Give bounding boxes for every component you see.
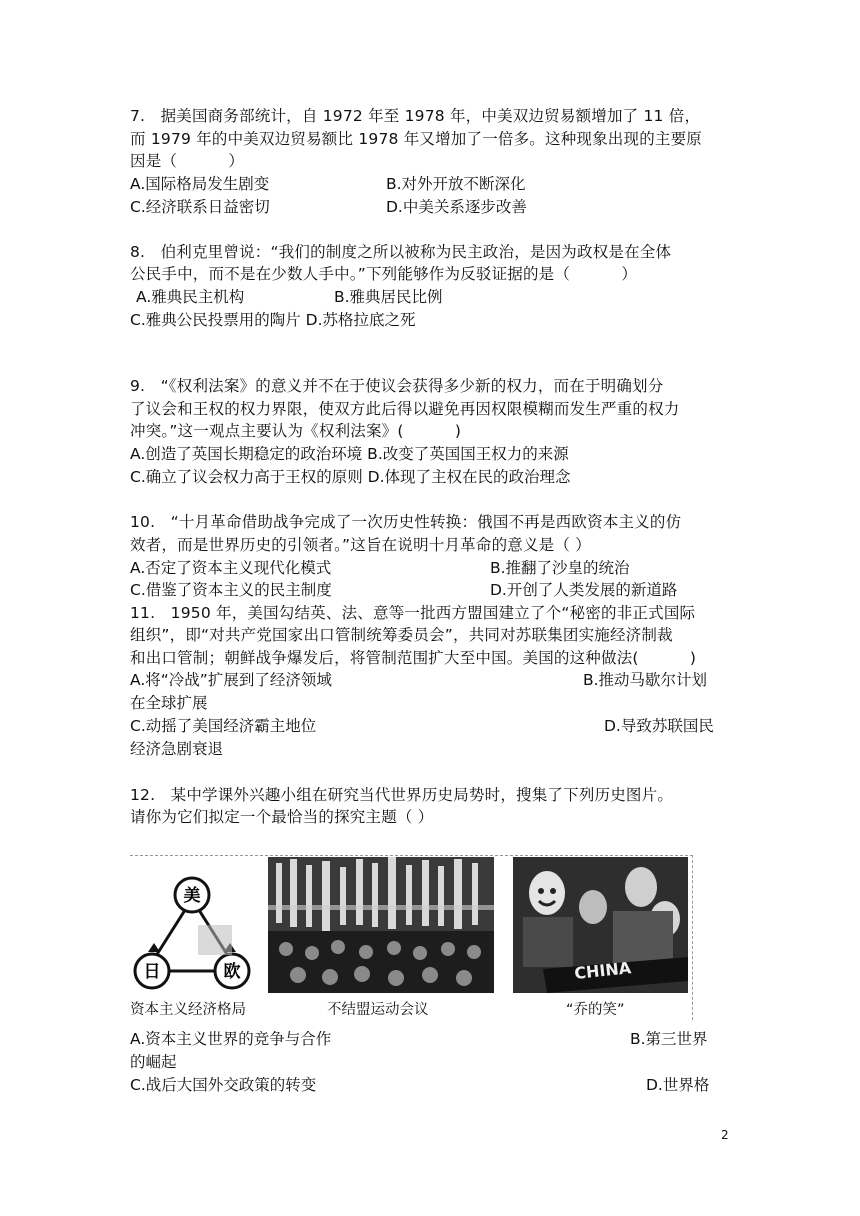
q7-line-3: 因是（ ） — [130, 152, 245, 170]
q8-option-a: A.雅典民主机构 — [136, 288, 245, 306]
triangle-diagram-svg — [130, 857, 264, 993]
q11-line-2: 组织”，即“对共产党国家出口管制统筹委员会”，共同对苏联集团实施经济制裁 — [130, 626, 673, 644]
q8-line-1: 8. 伯利克里曾说：“我们的制度之所以被称为民主政治，是因为政权是在全体 — [130, 243, 672, 261]
china-banner-text: CHINA — [573, 958, 632, 983]
q12-line-2: 请你为它们拟定一个最恰当的探究主题（ ） — [130, 808, 434, 826]
q12-option-a: A.资本主义世界的竞争与合作 — [130, 1030, 332, 1048]
q7-option-d: D.中美关系逐步改善 — [386, 198, 527, 216]
q12-option-d: D.世界格 — [646, 1076, 710, 1094]
q9-line-3: 冲突。”这一观点主要认为《权利法案》( ) — [130, 422, 462, 440]
q12-option-c: C.战后大国外交政策的转变 — [130, 1076, 317, 1094]
q12-option-b-cont: 的崛起 — [130, 1053, 177, 1071]
q10-line-2: 效者，而是世界历史的引领者。”这旨在说明十月革命的意义是（ ） — [130, 536, 591, 554]
q10-option-b: B.推翻了沙皇的统治 — [490, 559, 630, 577]
meeting-photo-svg — [268, 857, 494, 993]
q10-option-d: D.开创了人类发展的新道路 — [490, 581, 678, 599]
caption-non-aligned: 不结盟运动会议 — [327, 1002, 429, 1018]
caption-capitalist-economy: 资本主义经济格局 — [130, 1002, 246, 1018]
q8-option-b: B.雅典居民比例 — [334, 288, 443, 306]
q10-line-1: 10. “十月革命借助战争完成了一次历史性转换：俄国不再是西欧资本主义的仿 — [130, 513, 682, 531]
q8-option-cd: C.雅典公民投票用的陶片 D.苏格拉底之死 — [130, 311, 416, 329]
q11-line-1: 11. 1950 年，美国勾结英、法、意等一批西方盟国建立了个“秘密的非正式国际 — [130, 604, 696, 622]
laugh-photo-svg — [513, 857, 688, 993]
non-aligned-meeting-photo — [268, 857, 494, 993]
q7-line-2: 而 1979 年的中美双边贸易额比 1978 年又增加了一倍多。这种现象出现的主要原 — [130, 130, 703, 148]
q12-line-1: 12. 某中学课外兴趣小组在研究当代世界历史局势时，搜集了下列历史图片。 — [130, 786, 674, 804]
q12-option-b: B.第三世界 — [630, 1030, 708, 1048]
q10-option-c: C.借鉴了资本主义的民主制度 — [130, 581, 332, 599]
q7-option-a: A.国际格局发生剧变 — [130, 175, 270, 193]
q10-option-a: A.否定了资本主义现代化模式 — [130, 559, 332, 577]
q11-option-d-cont: 经济急剧衰退 — [130, 740, 224, 758]
page-number: 2 — [721, 1128, 729, 1142]
q9-option-ab: A.创造了英国长期稳定的政治环境 B.改变了英国国王权力的来源 — [130, 445, 569, 463]
q11-option-d: D.导致苏联国民 — [604, 717, 714, 735]
q9-line-1: 9. “《权利法案》的意义并不在于使议会获得多少新的权力，而在于明确划分 — [130, 377, 664, 395]
q7-option-b: B.对外开放不断深化 — [386, 175, 526, 193]
q9-option-cd: C.确立了议会权力高于王权的原则 D.体现了主权在民的政治理念 — [130, 468, 571, 486]
q7-line-1: 7. 据美国商务部统计，自 1972 年至 1978 年，中美双边贸易额增加了 11 倍， — [130, 107, 701, 125]
q11-option-b-cont: 在全球扩展 — [130, 694, 208, 712]
q8-line-2: 公民手中，而不是在少数人手中。”下列能够作为反驳证据的是（ ） — [130, 265, 638, 283]
qiao-laugh-photo — [513, 857, 688, 993]
q7-option-c: C.经济联系日益密切 — [130, 198, 270, 216]
node-us: 美 — [183, 886, 201, 906]
q11-option-a: A.将“冷战”扩展到了经济领域 — [130, 671, 332, 689]
node-europe: 欧 — [223, 962, 241, 982]
capitalist-economy-diagram — [130, 857, 264, 993]
q11-option-c: C.动摇了美国经济霸主地位 — [130, 717, 317, 735]
q11-line-3: 和出口管制；朝鲜战争爆发后，将管制范围扩大至中国。美国的这种做法( ) — [130, 649, 697, 667]
q12-figure — [130, 855, 693, 1021]
caption-qiao-laugh: “乔的笑” — [566, 1002, 625, 1018]
node-japan: 日 — [143, 962, 161, 982]
q9-line-2: 了议会和王权的权力界限，使双方此后得以避免再因权限模糊而发生严重的权力 — [130, 400, 680, 418]
q11-option-b: B.推动马歇尔计划 — [583, 671, 708, 689]
